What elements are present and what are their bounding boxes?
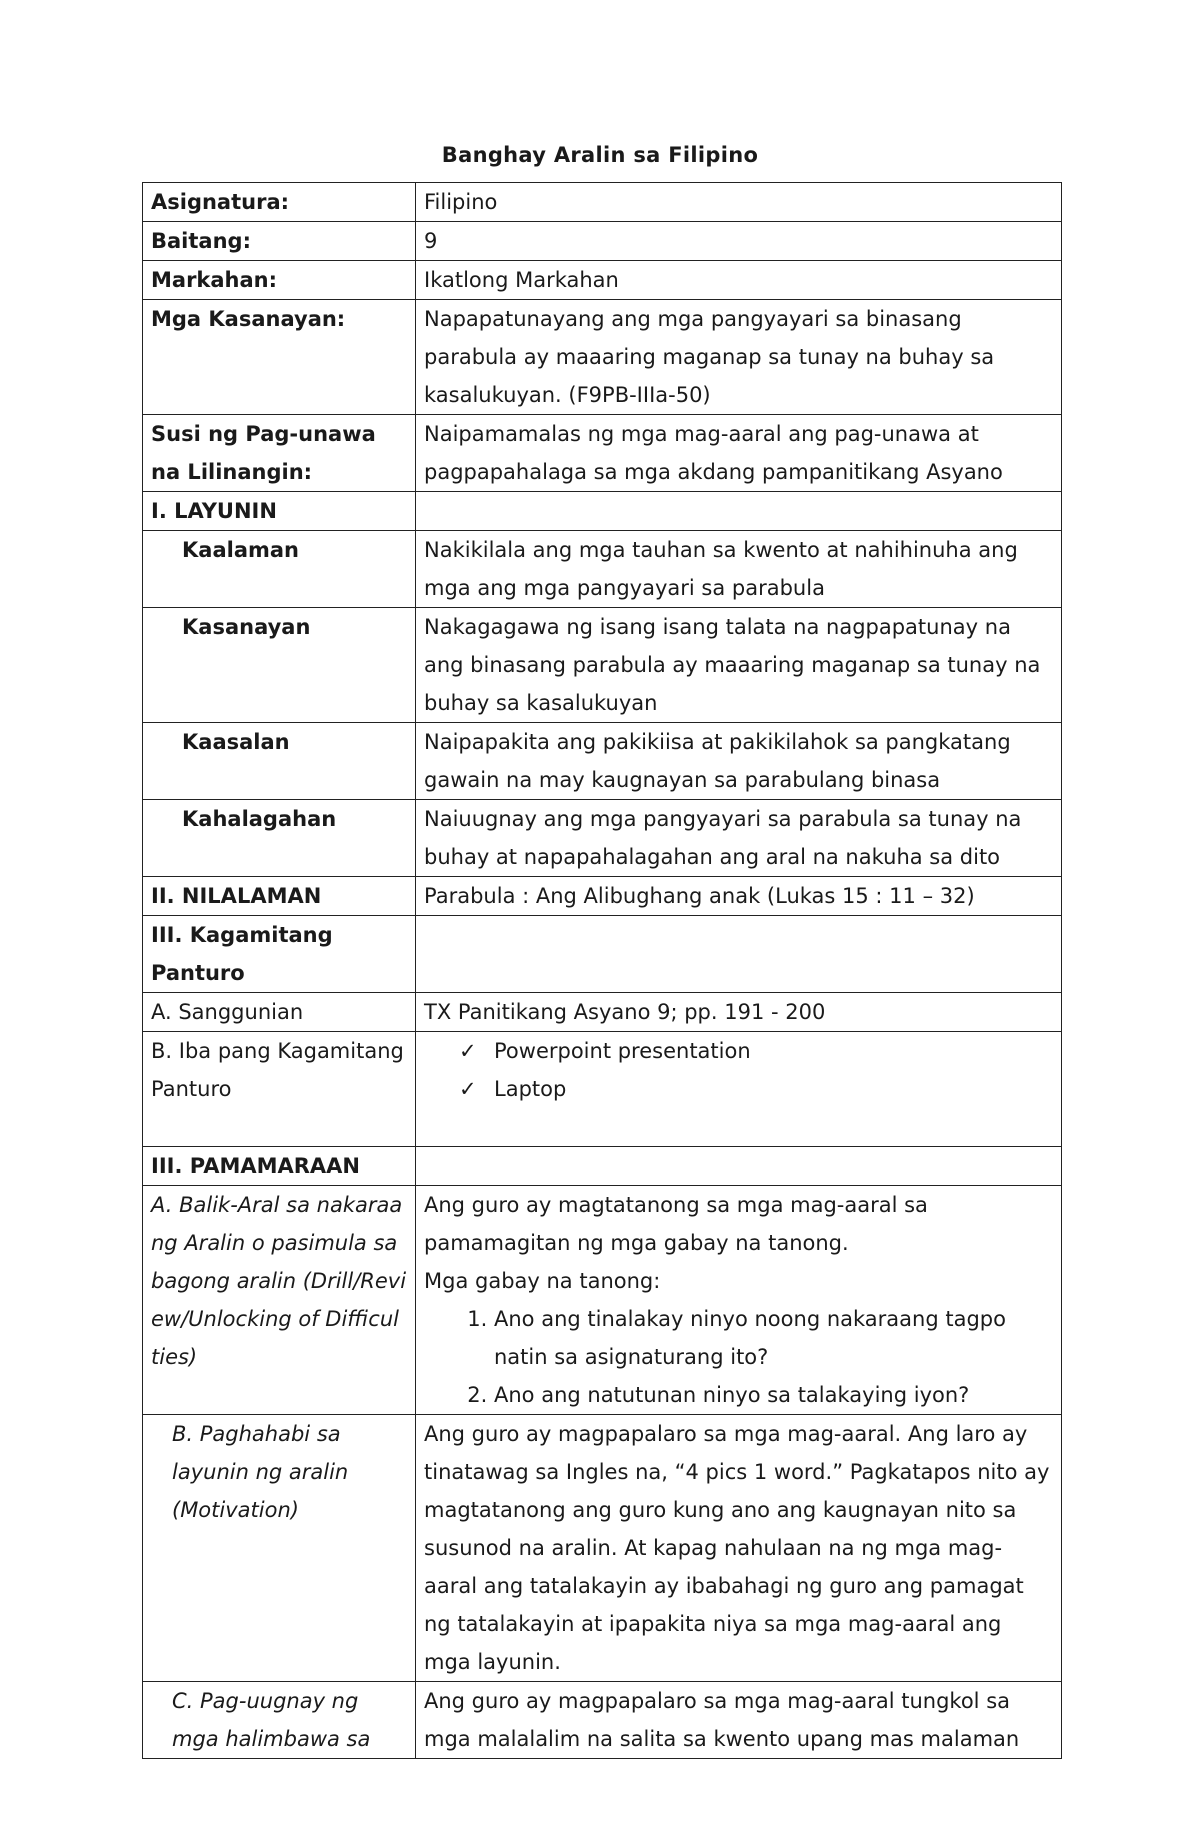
susi-value: Naipamamalas ng mga mag-aaral ang pag-unawa at pagpapahalaga sa mga akdang pampanitikang Asyano (416, 415, 1062, 492)
nilalaman-heading: II. NILALAMAN (143, 877, 416, 916)
guide-questions-list (424, 1300, 1053, 1414)
row-layunin (143, 492, 1062, 531)
balik-aral-intro: Ang guro ay magtatanong sa mga mag-aaral sa pamamagitan ng mga gabay na tanong. (424, 1193, 928, 1255)
row-asignatura (143, 183, 1062, 222)
checkmark-icon: ✓ (459, 1077, 477, 1101)
row-paghahabi (143, 1415, 1062, 1682)
nilalaman-value: Parabula : Ang Alibughang anak (Lukas 15 : 11 – 32) (416, 877, 1062, 916)
paghahabi-value: Ang guro ay magpapalaro sa mga mag-aaral. Ang laro ay tinatawag sa Ingles na, “4 pics 1 word.” Pagkatapos nito ay magtatanong ang guro kung ano ang kaugnayan nito sa susunod na aralin. At kapag nahulaan na ng mga mag-aaral ang tatalakayin ay ibabahagi ng guro ang pamagat ng tatalakayin at ipapakita niya sa mga mag-aaral ang mga layunin. (416, 1415, 1062, 1682)
sanggunian-label: A. Sanggunian (143, 993, 416, 1032)
row-kaasalan (143, 723, 1062, 800)
kaasalan-label: Kaasalan (143, 723, 416, 800)
pamamaraan-heading: III. PAMAMARAAN (143, 1147, 416, 1186)
layunin-heading: I. LAYUNIN (143, 492, 416, 531)
page-title: Banghay Aralin sa Filipino (441, 143, 759, 167)
row-pamamaraan (143, 1147, 1062, 1186)
kagamitan-empty (416, 916, 1062, 993)
balik-aral-cell (416, 1186, 1062, 1415)
kasanayan-label: Mga Kasanayan: (143, 300, 416, 415)
sanggunian-value: TX Panitikang Asyano 9; pp. 191 - 200 (416, 993, 1062, 1032)
iba-pang-kagamitan-list-cell (416, 1032, 1062, 1147)
row-kagamitan (143, 916, 1062, 993)
iba-pang-kagamitan-label: B. Iba pang Kagamitang Panturo (143, 1032, 416, 1147)
row-kasanayan (143, 300, 1062, 415)
row-iba-pang-kagamitan (143, 1032, 1062, 1147)
balik-aral-label: A. Balik-Aral sa nakaraang Aralin o pasimula sa bagong aralin (Drill/Review/Unlocking of Difficulties) (143, 1186, 416, 1415)
asignatura-value: Filipino (416, 183, 1062, 222)
pag-uugnay-value: Ang guro ay magpapalaro sa mga mag-aaral tungkol sa mga malalalim na salita sa kwento upang mas malaman (416, 1682, 1062, 1759)
asignatura-label: Asignatura: (143, 183, 416, 222)
row-kaalaman (143, 531, 1062, 608)
materials-list (424, 1032, 1053, 1108)
material-item: Powerpoint presentation (494, 1039, 751, 1063)
pamamaraan-empty (416, 1147, 1062, 1186)
list-item (459, 1070, 1053, 1108)
lesson-plan-table (142, 182, 1062, 1759)
kaasalan-value: Naipapakita ang pakikiisa at pakikilahok sa pangkatang gawain na may kaugnayan sa parabulang binasa (416, 723, 1062, 800)
susi-label: Susi ng Pag-unawa na Lilinangin: (143, 415, 416, 492)
row-kasanayan-obj (143, 608, 1062, 723)
row-balik-aral (143, 1186, 1062, 1415)
layunin-empty (416, 492, 1062, 531)
markahan-value: Ikatlong Markahan (416, 261, 1062, 300)
row-nilalaman (143, 877, 1062, 916)
baitang-label: Baitang: (143, 222, 416, 261)
kasanayan-obj-value: Nakagagawa ng isang isang talata na nagpapatunay na ang binasang parabula ay maaaring maganap sa tunay na buhay sa kasalukuyan (416, 608, 1062, 723)
paghahabi-label: B. Paghahabi sa layunin ng aralin (Motivation) (143, 1415, 416, 1682)
material-item: Laptop (494, 1077, 567, 1101)
kahalagahan-value: Naiuugnay ang mga pangyayari sa parabula sa tunay na buhay at napapahalagahan ang aral na nakuha sa dito (416, 800, 1062, 877)
guide-questions-heading: Mga gabay na tanong: (424, 1269, 661, 1293)
list-item (459, 1032, 1053, 1070)
kasanayan-obj-label: Kasanayan (143, 608, 416, 723)
list-item: 1. Ano ang tinalakay ninyo noong nakaraang tagpo natin sa asignaturang ito? (494, 1300, 1053, 1376)
row-sanggunian (143, 993, 1062, 1032)
row-kahalagahan (143, 800, 1062, 877)
kahalagahan-label: Kahalagahan (143, 800, 416, 877)
kagamitan-heading: III. Kagamitang Panturo (143, 916, 416, 993)
pag-uugnay-label: C. Pag-uugnay ng mga halimbawa sa (143, 1682, 416, 1759)
row-baitang (143, 222, 1062, 261)
list-item: 2. Ano ang natutunan ninyo sa talakaying iyon? (494, 1376, 1053, 1414)
kasanayan-value: Napapatunayang ang mga pangyayari sa binasang parabula ay maaaring maganap sa tunay na buhay sa kasalukuyan. (F9PB-IIIa-50) (416, 300, 1062, 415)
checkmark-icon: ✓ (459, 1039, 477, 1063)
kaalaman-value: Nakikilala ang mga tauhan sa kwento at nahihinuha ang mga ang mga pangyayari sa parabula (416, 531, 1062, 608)
row-pag-uugnay (143, 1682, 1062, 1759)
markahan-label: Markahan: (143, 261, 416, 300)
kaalaman-label: Kaalaman (143, 531, 416, 608)
row-markahan (143, 261, 1062, 300)
baitang-value: 9 (416, 222, 1062, 261)
row-susi (143, 415, 1062, 492)
